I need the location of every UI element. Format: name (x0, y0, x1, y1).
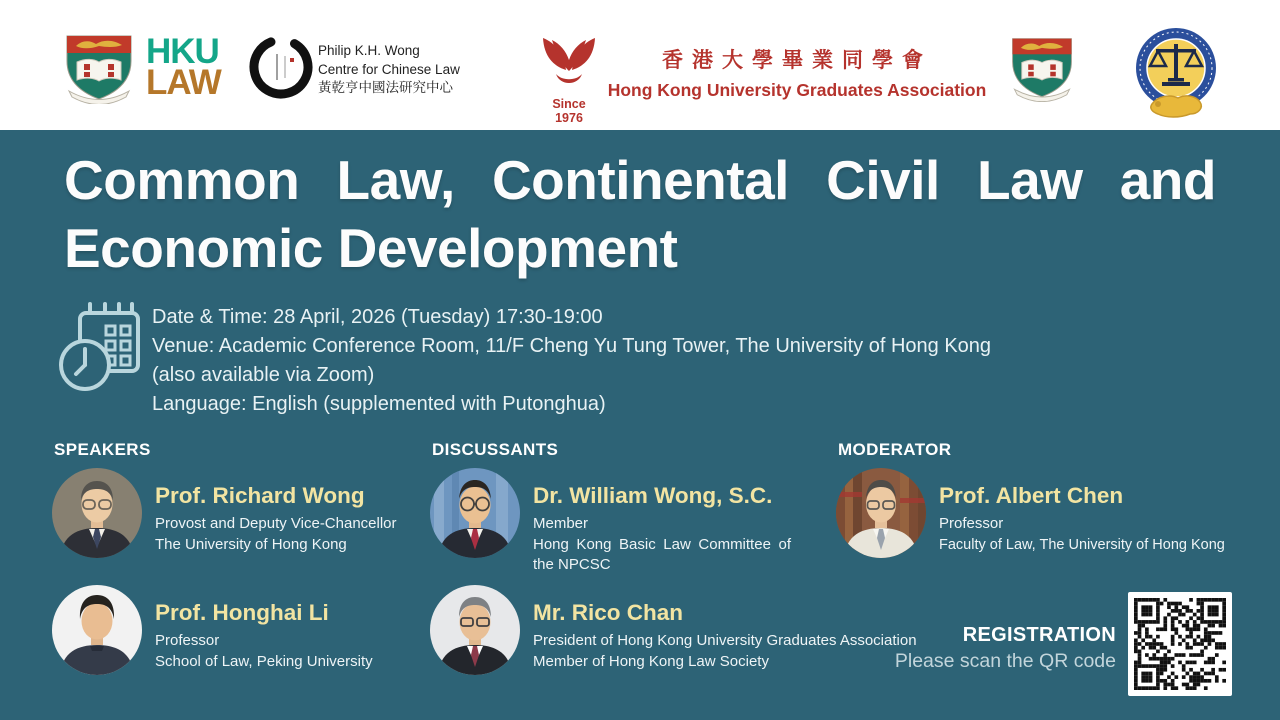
person-org: Member of Hong Kong Law Society (533, 652, 769, 670)
discussants-label: DISCUSSANTS (432, 440, 559, 459)
person-role: Provost and Deputy Vice-Chancellor (155, 515, 397, 532)
honghai-li-photo (52, 585, 142, 675)
ccl-text (318, 42, 460, 98)
person-name: Mr. Rico Chan (533, 600, 684, 625)
event-title (64, 146, 1216, 282)
speaker-card-richard-wong (52, 468, 397, 558)
moderator-card-albert-chen (836, 468, 1225, 558)
person-org: School of Law, Peking University (155, 652, 373, 670)
william-wong-photo (430, 468, 520, 558)
person-role: Member (533, 515, 589, 532)
person-name: Prof. Richard Wong (155, 483, 365, 508)
registration-title: REGISTRATION (962, 624, 1116, 646)
ccl-line3: 黃乾亨中國法研究中心 (318, 80, 453, 95)
event-language: Language: English (supplemented with Putonghua) (152, 393, 606, 415)
person-org: The University of Hong Kong (155, 535, 347, 553)
hkuga-name (606, 44, 988, 101)
richard-wong-photo (52, 468, 142, 558)
registration-block (816, 624, 1116, 673)
hku-law-line1: HKU (146, 32, 219, 71)
person-org: Faculty of Law, The University of Hong Kong (939, 536, 1225, 553)
registration-subtitle: Please scan the QR code (894, 650, 1116, 672)
albert-chen-photo (836, 468, 926, 558)
hkuga-logo (538, 36, 600, 125)
event-venue: Venue: Academic Conference Room, 11/F Cheng Yu Tung Tower, The University of Hong Kong (152, 335, 992, 357)
qr-code (1128, 592, 1232, 696)
person-name: Prof. Honghai Li (155, 600, 329, 625)
event-datetime: Date & Time: 28 April, 2026 (Tuesday) 17:30-19:00 (152, 306, 603, 328)
person-role: Professor (155, 632, 220, 649)
hkuga-since-label: Since 1976 (552, 97, 586, 125)
person-org: Hong Kong Basic Law Committee of the NPCSC (533, 535, 791, 573)
ccl-line2: Centre for Chinese Law (318, 61, 460, 77)
person-name: Prof. Albert Chen (939, 483, 1124, 508)
calendar-clock-icon (58, 300, 142, 399)
ccl-enso-logo (246, 32, 316, 107)
person-role: Professor (939, 515, 1004, 532)
hkuga-name-english: Hong Kong University Graduates Association (607, 80, 987, 100)
person-role: President of Hong Kong University Graduates Association (533, 632, 917, 649)
law-alumni-logo (1134, 26, 1218, 125)
hku-crest-logo-right (1008, 36, 1076, 107)
event-venue-note: (also available via Zoom) (152, 364, 375, 386)
speaker-card-honghai-li (52, 585, 373, 675)
hkuga-name-chinese: 香港大學畢業同學會 (662, 49, 932, 72)
logo-header-bar (0, 0, 1280, 130)
speakers-label: SPEAKERS (54, 440, 151, 459)
hku-crest-logo (62, 34, 136, 109)
ccl-line1: Philip K.H. Wong (318, 43, 420, 58)
person-name: Dr. William Wong, S.C. (533, 483, 773, 508)
event-title-line2: Economic Development (64, 217, 678, 279)
moderator-label: MODERATOR (838, 440, 952, 459)
discussant-card-william-wong (430, 468, 791, 576)
event-title-line1: Common Law, Continental Civil Law and (64, 149, 1216, 211)
hku-law-logo (146, 32, 221, 102)
hku-law-line2: LAW (146, 63, 221, 102)
event-info (152, 303, 1112, 419)
rico-chan-photo (430, 585, 520, 675)
